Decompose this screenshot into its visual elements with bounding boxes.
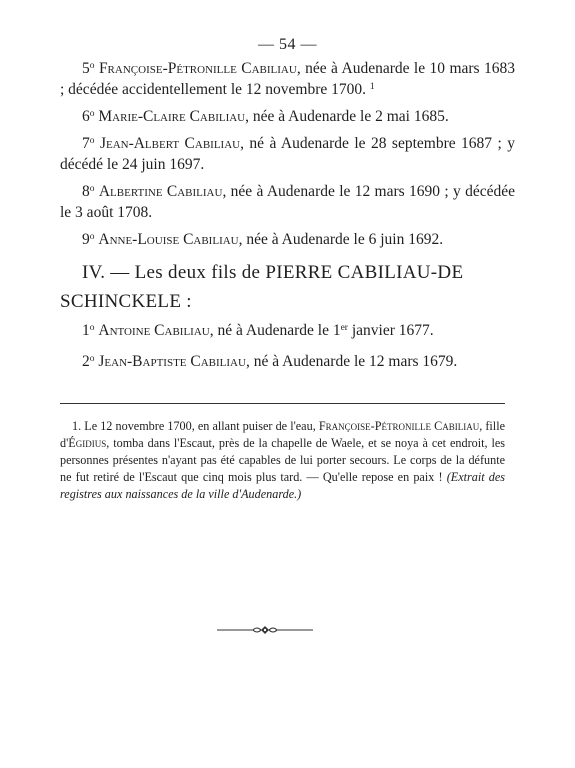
entry-text: , née à Audenarde le 10 mars 1683 ; décédée accidentellement le 12 novembre 1700.	[60, 60, 516, 98]
entry-text: , né à Audenarde le 12 mars 1679.	[245, 353, 458, 370]
entry-text: janvier 1677.	[347, 322, 434, 339]
page-number: — 54 —	[258, 36, 317, 53]
list-item	[60, 58, 515, 100]
ordinal-superscript: o	[89, 323, 95, 333]
footnote-number: 1.	[72, 419, 82, 433]
list-item	[60, 320, 515, 341]
ordinal-superscript: er	[340, 323, 348, 333]
footnote	[60, 418, 505, 503]
entry-text: , né à Audenarde le 28 septembre 1687 ; y décédé le 24 juin 1697.	[60, 135, 515, 173]
entry-text: , née à Audenarde le 6 juin 1692.	[238, 231, 444, 248]
list-item	[60, 181, 515, 223]
sons-list	[60, 320, 515, 382]
vignette-ornament-icon	[215, 621, 315, 639]
entry-text: , née à Audenarde le 2 mai 1685.	[245, 108, 449, 125]
person-name: Égidius	[68, 436, 107, 450]
list-item	[60, 229, 515, 250]
ordinal-number: 7	[82, 135, 90, 152]
ordinal-number: 5	[82, 60, 90, 77]
list-item	[60, 133, 515, 175]
section-heading: IV. — Les deux fils de PIERRE CABILIAU-DE SCHINCKELE :	[60, 262, 464, 312]
ordinal-superscript: o	[89, 232, 95, 242]
person-name: Albertine Cabiliau	[98, 183, 223, 200]
person-name: Françoise-Pétronille Cabiliau	[98, 60, 297, 77]
person-name: Marie-Claire Cabiliau	[98, 108, 246, 125]
children-list	[60, 58, 515, 256]
ordinal-number: 1	[82, 322, 90, 339]
ordinal-superscript: o	[89, 61, 95, 71]
ordinal-number: 8	[82, 183, 90, 200]
person-name: Jean-Albert Cabiliau	[99, 135, 241, 152]
person-name: Jean-Baptiste Cabiliau	[98, 353, 246, 370]
ordinal-number: 2	[82, 353, 90, 370]
entry-text: , né à Audenarde le 1	[209, 322, 341, 339]
footnote-text: Le 12 novembre 1700, en allant puiser de l'eau,	[81, 419, 319, 433]
ordinal-number: 6	[82, 108, 90, 125]
footnote-divider	[60, 403, 505, 404]
ordinal-superscript: o	[89, 354, 95, 364]
ordinal-superscript: o	[89, 184, 95, 194]
footnote-text: , fille d'	[60, 419, 505, 450]
footnote-citation: (Extrait des registres aux naissances de la ville d'Audenarde.)	[60, 470, 506, 501]
entry-text: , née à Audenarde le 12 mars 1690 ; y décédée le 3 août 1708.	[60, 183, 515, 221]
person-name: Françoise-Pétronille Cabiliau	[318, 419, 480, 433]
ordinal-superscript: o	[89, 109, 95, 119]
person-name: Anne-Louise Cabiliau	[98, 231, 239, 248]
footnote-text: , tomba dans l'Escaut, près de la chapelle de Waele, et se noya à cet endroit, les personnes présentes n'ayant pas été capables de lui porter secours. Le corps de la défunte ne fut retiré de l'Escaut que cinq mois plus tard. — Qu'elle repose en paix !	[60, 436, 505, 484]
person-name: Antoine Cabiliau	[98, 322, 210, 339]
ordinal-number: 9	[82, 231, 90, 248]
list-item	[60, 106, 515, 127]
ordinal-superscript: o	[89, 136, 95, 146]
list-item	[60, 351, 515, 372]
footnote-reference[interactable]: 1	[369, 82, 375, 92]
